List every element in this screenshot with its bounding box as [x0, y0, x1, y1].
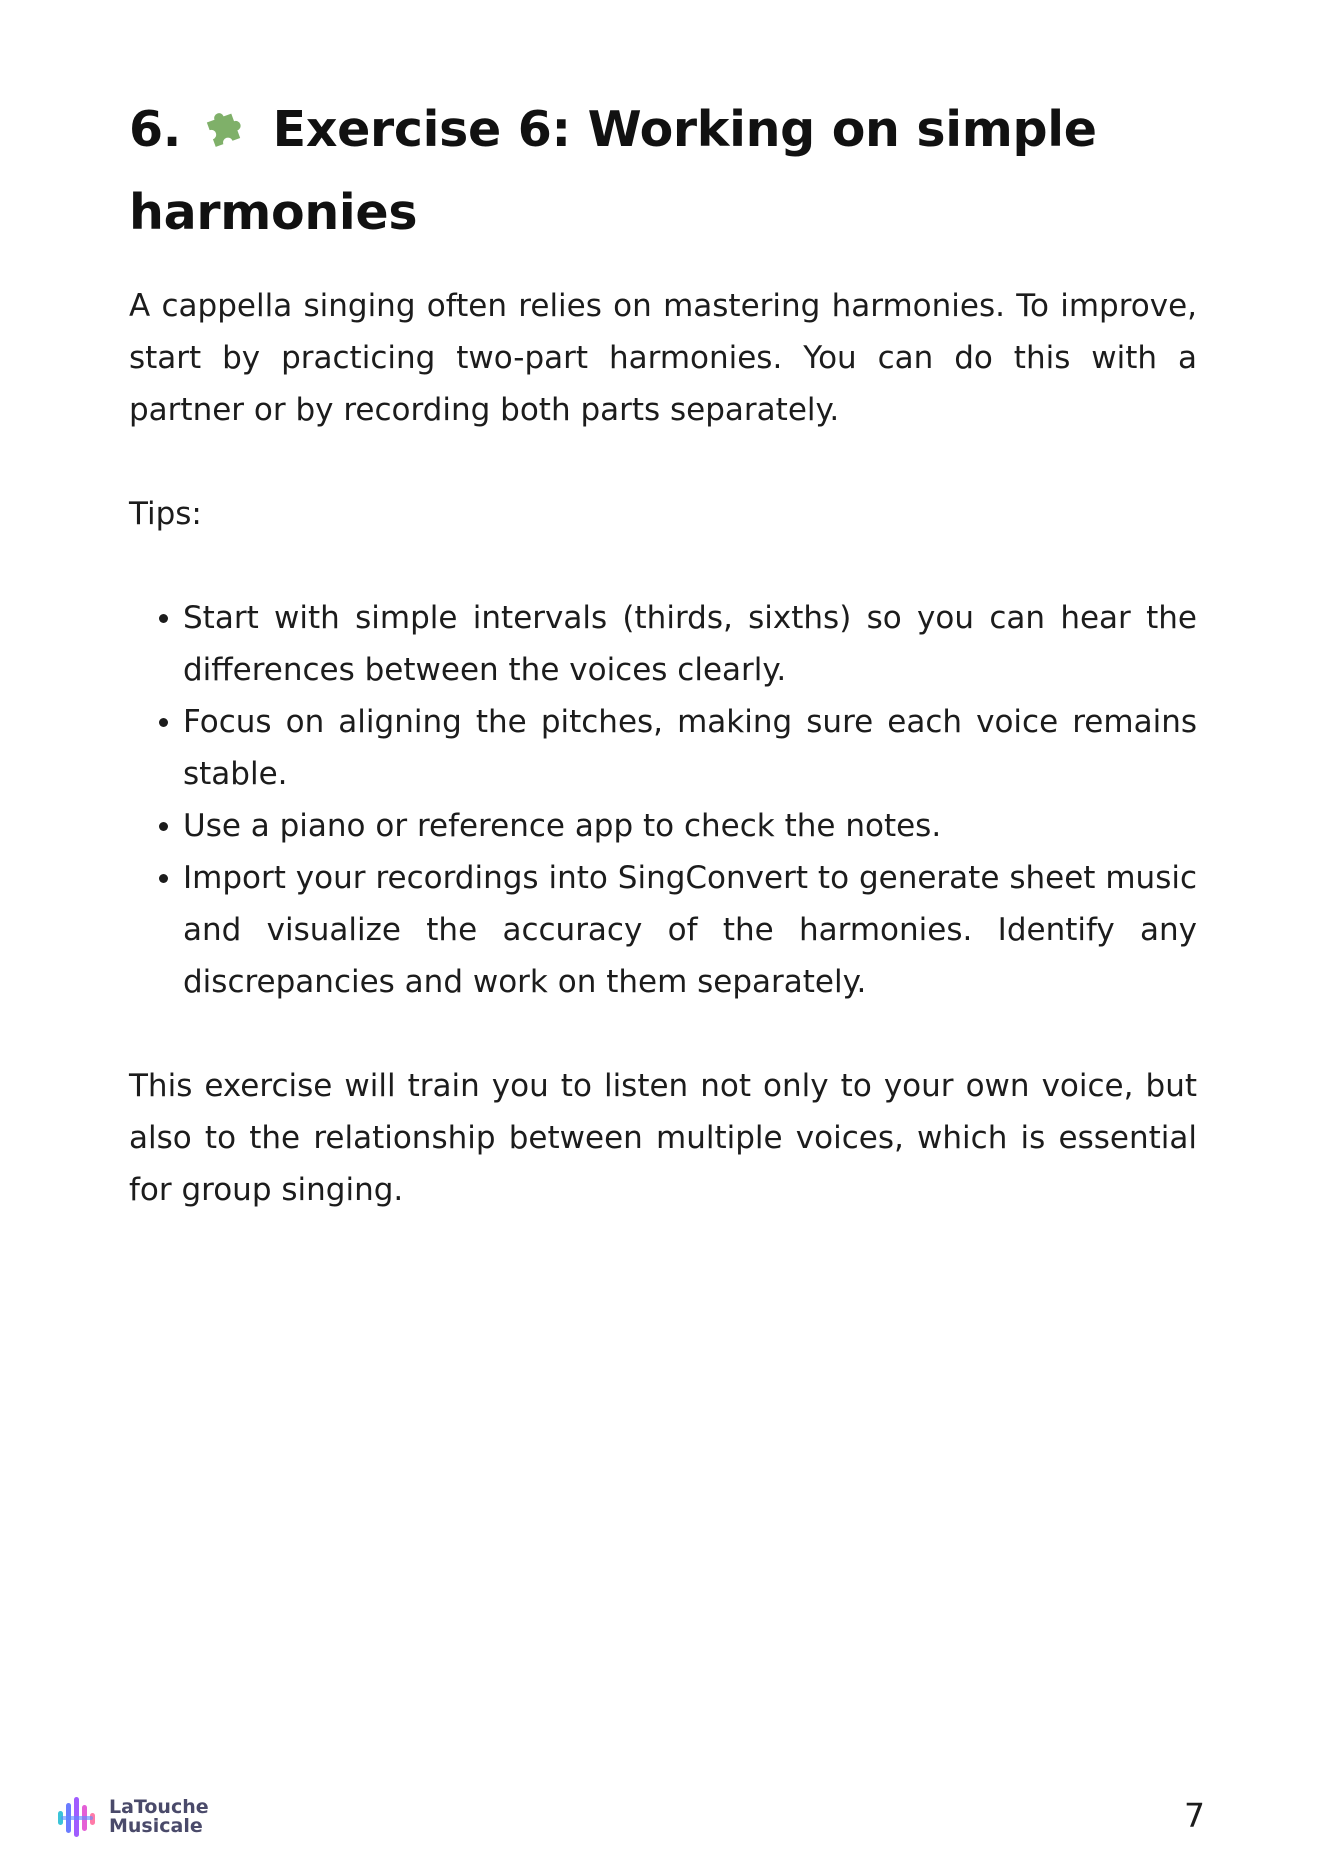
page-number: 7: [1184, 1796, 1205, 1835]
list-item: [183, 592, 1197, 696]
logo-text: [109, 1798, 209, 1836]
page-content: [129, 88, 1197, 1216]
bullet-icon: [159, 718, 168, 727]
bullet-icon: [159, 874, 168, 883]
tip-text: Start with simple intervals (thirds, sixths) so you can hear the differences between the voices clearly.: [183, 600, 1197, 688]
section-number: 6.: [129, 101, 182, 158]
logo-line-1: LaTouche: [109, 1796, 209, 1818]
intro-paragraph: A cappella singing often relies on mastering harmonies. To improve, start by practicing two-part harmonies. You can do this with a partner or by recording both parts separately.: [129, 288, 1197, 428]
tips-label: Tips:: [129, 496, 202, 532]
tip-text: Import your recordings into SingConvert to generate sheet music and visualize the accuracy of the harmonies. Identify any discrepancies and work on them separately.: [183, 860, 1197, 1000]
bullet-icon: [159, 822, 168, 831]
list-item: [183, 852, 1197, 1008]
closing-paragraph: This exercise will train you to listen not only to your own voice, but also to the relationship between multiple voices, which is essential for group singing.: [129, 1068, 1197, 1208]
list-item: [183, 696, 1197, 800]
tip-text: Use a piano or reference app to check the notes.: [183, 808, 942, 844]
page-title: [129, 88, 1197, 254]
tip-text: Focus on aligning the pitches, making sure each voice remains stable.: [183, 704, 1197, 792]
title-text: Exercise 6: Working on simple harmonies: [129, 101, 1097, 241]
bullet-icon: [159, 614, 168, 623]
list-item: [183, 800, 1197, 852]
latouche-musicale-logo: [55, 1795, 209, 1839]
waveform-logo-icon: [55, 1795, 101, 1839]
tips-list: [129, 592, 1197, 1008]
puzzle-piece-icon: [200, 100, 252, 152]
logo-line-2: Musicale: [109, 1815, 203, 1837]
